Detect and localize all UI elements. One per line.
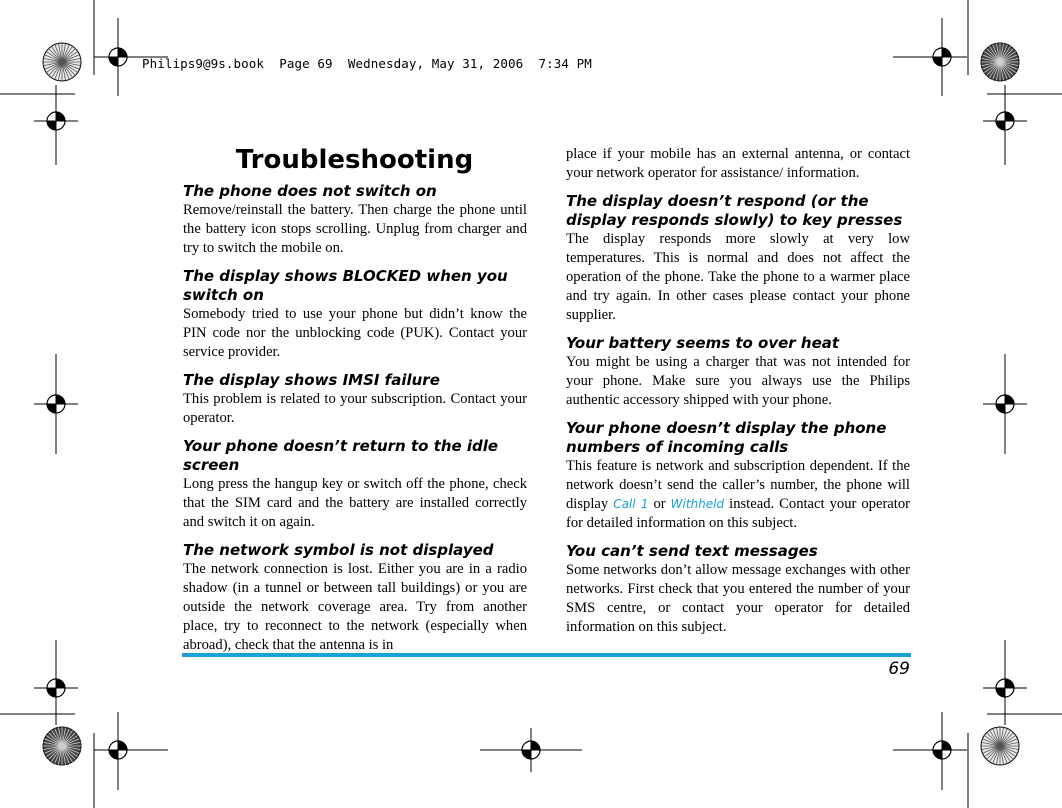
section-body: Long press the hangup key or switch off the phone, check that the SIM card and the battery are installed correctly and switch it on again. [183,476,527,530]
display-term-call-1: Call 1 [613,497,649,511]
section-network-symbol [183,541,527,655]
section-text-messages [566,542,910,637]
page-title: Troubleshooting [235,145,474,175]
body-text: This feature is network and subscription dependent. If the network doesn’t send the caller’s number, the phone will display [566,458,910,512]
body-text: instead. Contact your operator for detailed information on this subject. [566,496,910,531]
section-heading: Your phone doesn’t display the phone numbers of incoming calls [566,419,887,456]
section-body: Somebody tried to use your phone but didn’t know the PIN code nor the unblocking code (PUK). Contact your service provider. [183,306,527,360]
left-column [183,182,527,664]
section-body: Some networks don’t allow message exchanges with other networks. First check that you entered the number of your SMS centre, or contact your operator for detailed information on this subject. [566,562,910,635]
section-body: The display responds more slowly at very low temperatures. This is normal and does not affect the operation of the phone. Take the phone to a warmer place and try again. In other cases please contact your phone supplier. [566,231,910,323]
section-heading: The display shows BLOCKED when you switch on [183,267,508,304]
section-body: This problem is related to your subscription. Contact your operator. [183,391,527,426]
section-body [566,457,910,533]
continued-paragraph: place if your mobile has an external antenna, or contact your network operator for assistance/ information. [566,146,910,181]
print-slug: Philips9@9s.book Page 69 Wednesday, May 31, 2006 7:34 PM [142,56,592,71]
section-heading: You can’t send text messages [566,542,818,560]
display-term-withheld: Withheld [670,497,725,511]
section-blocked [183,267,527,362]
section-heading: The display shows IMSI failure [183,371,440,389]
section-heading: The network symbol is not displayed [183,541,494,559]
page-number: 69 [888,659,910,679]
section-heading: Your battery seems to over heat [566,334,840,352]
right-column [566,145,910,646]
section-body: The network connection is lost. Either you are in a radio shadow (in a tunnel or between tall buildings) or you are outside the network coverage area. Try from another place, try to reconnect to the network (especially when abroad), check that the antenna is in [183,561,527,653]
footer-rule [182,653,911,657]
section-heading: The display doesn’t respond (or the display responds slowly) to key presses [566,192,903,229]
section-imsi-failure [183,371,527,428]
section-body: Remove/reinstall the battery. Then charge the phone until the battery icon stops scrolling. Unplug from charger and try to switch the mobile on. [183,202,527,256]
section-continuation [566,145,910,183]
section-battery-heat [566,334,910,410]
section-display-slow [566,192,910,325]
section-incoming-numbers [566,419,910,533]
section-heading: The phone does not switch on [183,182,437,200]
section-body: You might be using a charger that was not intended for your phone. Make sure you always use the Philips authentic accessory shipped with your phone. [566,354,910,408]
section-phone-not-switch-on [183,182,527,258]
section-heading: Your phone doesn’t return to the idle screen [183,437,499,474]
section-idle-screen [183,437,527,532]
body-text: or [648,496,671,512]
